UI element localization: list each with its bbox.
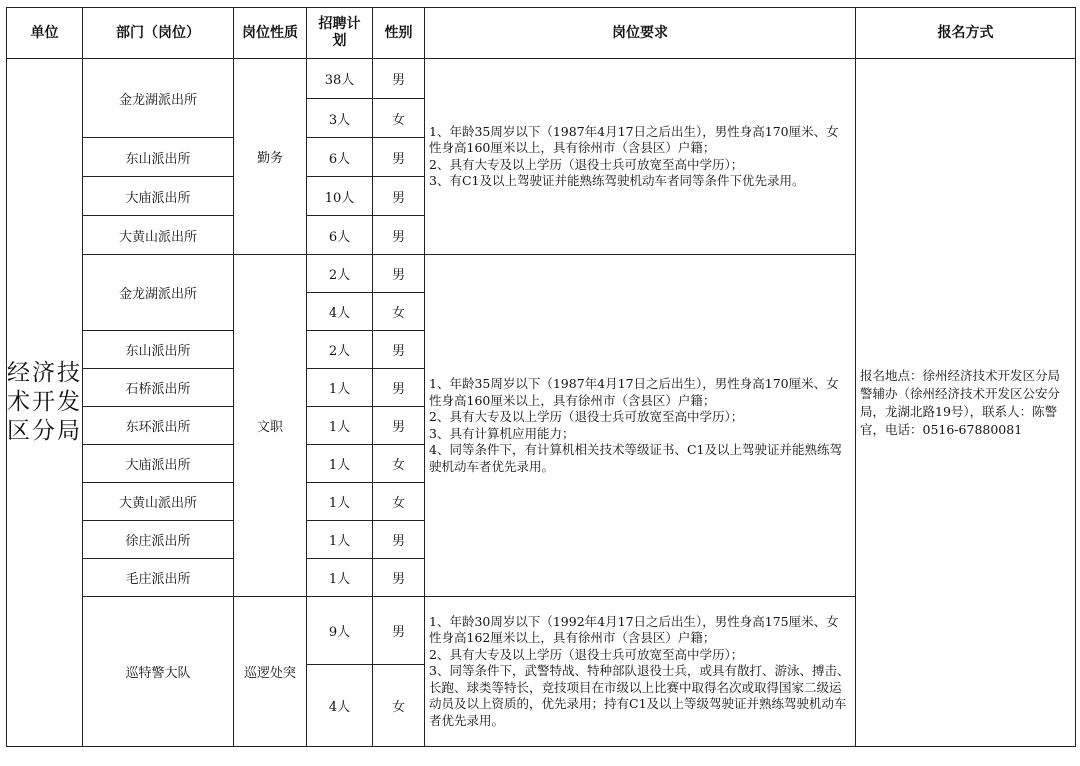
nature-cell: 巡逻处突 xyxy=(234,597,307,747)
header-row xyxy=(7,8,1076,59)
plan-cell: 2人 xyxy=(307,331,373,369)
table-row xyxy=(7,59,1076,99)
dept-cell: 石桥派出所 xyxy=(83,369,234,407)
plan-cell: 4人 xyxy=(307,665,373,747)
dept-cell: 东山派出所 xyxy=(83,331,234,369)
dept-cell: 毛庄派出所 xyxy=(83,559,234,597)
gender-cell: 男 xyxy=(373,331,425,369)
header-department: 部门（岗位） xyxy=(83,8,234,59)
header-plan: 招聘计划 xyxy=(307,8,373,59)
signup-cell: 报名地点：徐州经济技术开发区分局警辅办（徐州经济技术开发区公安分局，龙湖北路19号），联系人：陈警官，电话：0516-67880081 xyxy=(856,59,1076,747)
requirements-cell: 1、年龄30周岁以下（1992年4月17日之后出生），男性身高175厘米、女性身高162厘米以上，具有徐州市（含县区）户籍； 2、具有大专及以上学历（退役士兵可放宽至高中学历）； 3、同等条件下，武警特战、特种部队退役士兵，或具有散打、游泳、搏击、长跑、球类等特长，竞技项目在市级以上比赛中取得名次或取得国家二级运动员及以上资质的，优先录用；持有C1及以上等级驾驶证并熟练驾驶机动车者优先录用。 xyxy=(425,597,856,747)
plan-cell: 9人 xyxy=(307,597,373,665)
nature-cell: 文职 xyxy=(234,255,307,597)
plan-cell: 3人 xyxy=(307,99,373,138)
gender-cell: 男 xyxy=(373,216,425,255)
plan-cell: 1人 xyxy=(307,559,373,597)
plan-cell: 4人 xyxy=(307,293,373,331)
dept-cell: 大庙派出所 xyxy=(83,177,234,216)
gender-cell: 男 xyxy=(373,597,425,665)
dept-cell: 大黄山派出所 xyxy=(83,216,234,255)
dept-cell: 大黄山派出所 xyxy=(83,483,234,521)
unit-cell: 经济技术开发区分局 xyxy=(7,59,83,747)
gender-cell: 男 xyxy=(373,138,425,177)
plan-cell: 1人 xyxy=(307,521,373,559)
header-gender: 性别 xyxy=(373,8,425,59)
nature-cell: 勤务 xyxy=(234,59,307,255)
plan-cell: 6人 xyxy=(307,216,373,255)
recruitment-table xyxy=(6,7,1076,747)
header-signup: 报名方式 xyxy=(856,8,1076,59)
requirements-cell: 1、年龄35周岁以下（1987年4月17日之后出生），男性身高170厘米、女性身高160厘米以上，具有徐州市（含县区）户籍； 2、具有大专及以上学历（退役士兵可放宽至高中学历）； 3、具有计算机应用能力； 4、同等条件下，有计算机相关技术等级证书、C1及以上驾驶证并能熟练驾驶机动车者优先录用。 xyxy=(425,255,856,597)
gender-cell: 男 xyxy=(373,521,425,559)
plan-cell: 2人 xyxy=(307,255,373,293)
gender-cell: 男 xyxy=(373,369,425,407)
requirements-cell: 1、年龄35周岁以下（1987年4月17日之后出生），男性身高170厘米、女性身高160厘米以上，具有徐州市（含县区）户籍； 2、具有大专及以上学历（退役士兵可放宽至高中学历）； 3、有C1及以上驾驶证并能熟练驾驶机动车者同等条件下优先录用。 xyxy=(425,59,856,255)
gender-cell: 男 xyxy=(373,177,425,216)
dept-cell: 金龙湖派出所 xyxy=(83,59,234,138)
plan-cell: 1人 xyxy=(307,445,373,483)
header-nature: 岗位性质 xyxy=(234,8,307,59)
plan-cell: 1人 xyxy=(307,369,373,407)
plan-cell: 10人 xyxy=(307,177,373,216)
gender-cell: 男 xyxy=(373,255,425,293)
dept-cell: 东环派出所 xyxy=(83,407,234,445)
dept-cell: 金龙湖派出所 xyxy=(83,255,234,331)
gender-cell: 女 xyxy=(373,665,425,747)
plan-cell: 38人 xyxy=(307,59,373,99)
gender-cell: 女 xyxy=(373,483,425,521)
plan-cell: 6人 xyxy=(307,138,373,177)
dept-cell: 大庙派出所 xyxy=(83,445,234,483)
dept-cell: 东山派出所 xyxy=(83,138,234,177)
dept-cell: 徐庄派出所 xyxy=(83,521,234,559)
gender-cell: 男 xyxy=(373,559,425,597)
gender-cell: 女 xyxy=(373,445,425,483)
plan-cell: 1人 xyxy=(307,483,373,521)
gender-cell: 男 xyxy=(373,59,425,99)
gender-cell: 女 xyxy=(373,99,425,138)
dept-cell: 巡特警大队 xyxy=(83,597,234,747)
gender-cell: 男 xyxy=(373,407,425,445)
header-requirements: 岗位要求 xyxy=(425,8,856,59)
plan-cell: 1人 xyxy=(307,407,373,445)
gender-cell: 女 xyxy=(373,293,425,331)
header-unit: 单位 xyxy=(7,8,83,59)
